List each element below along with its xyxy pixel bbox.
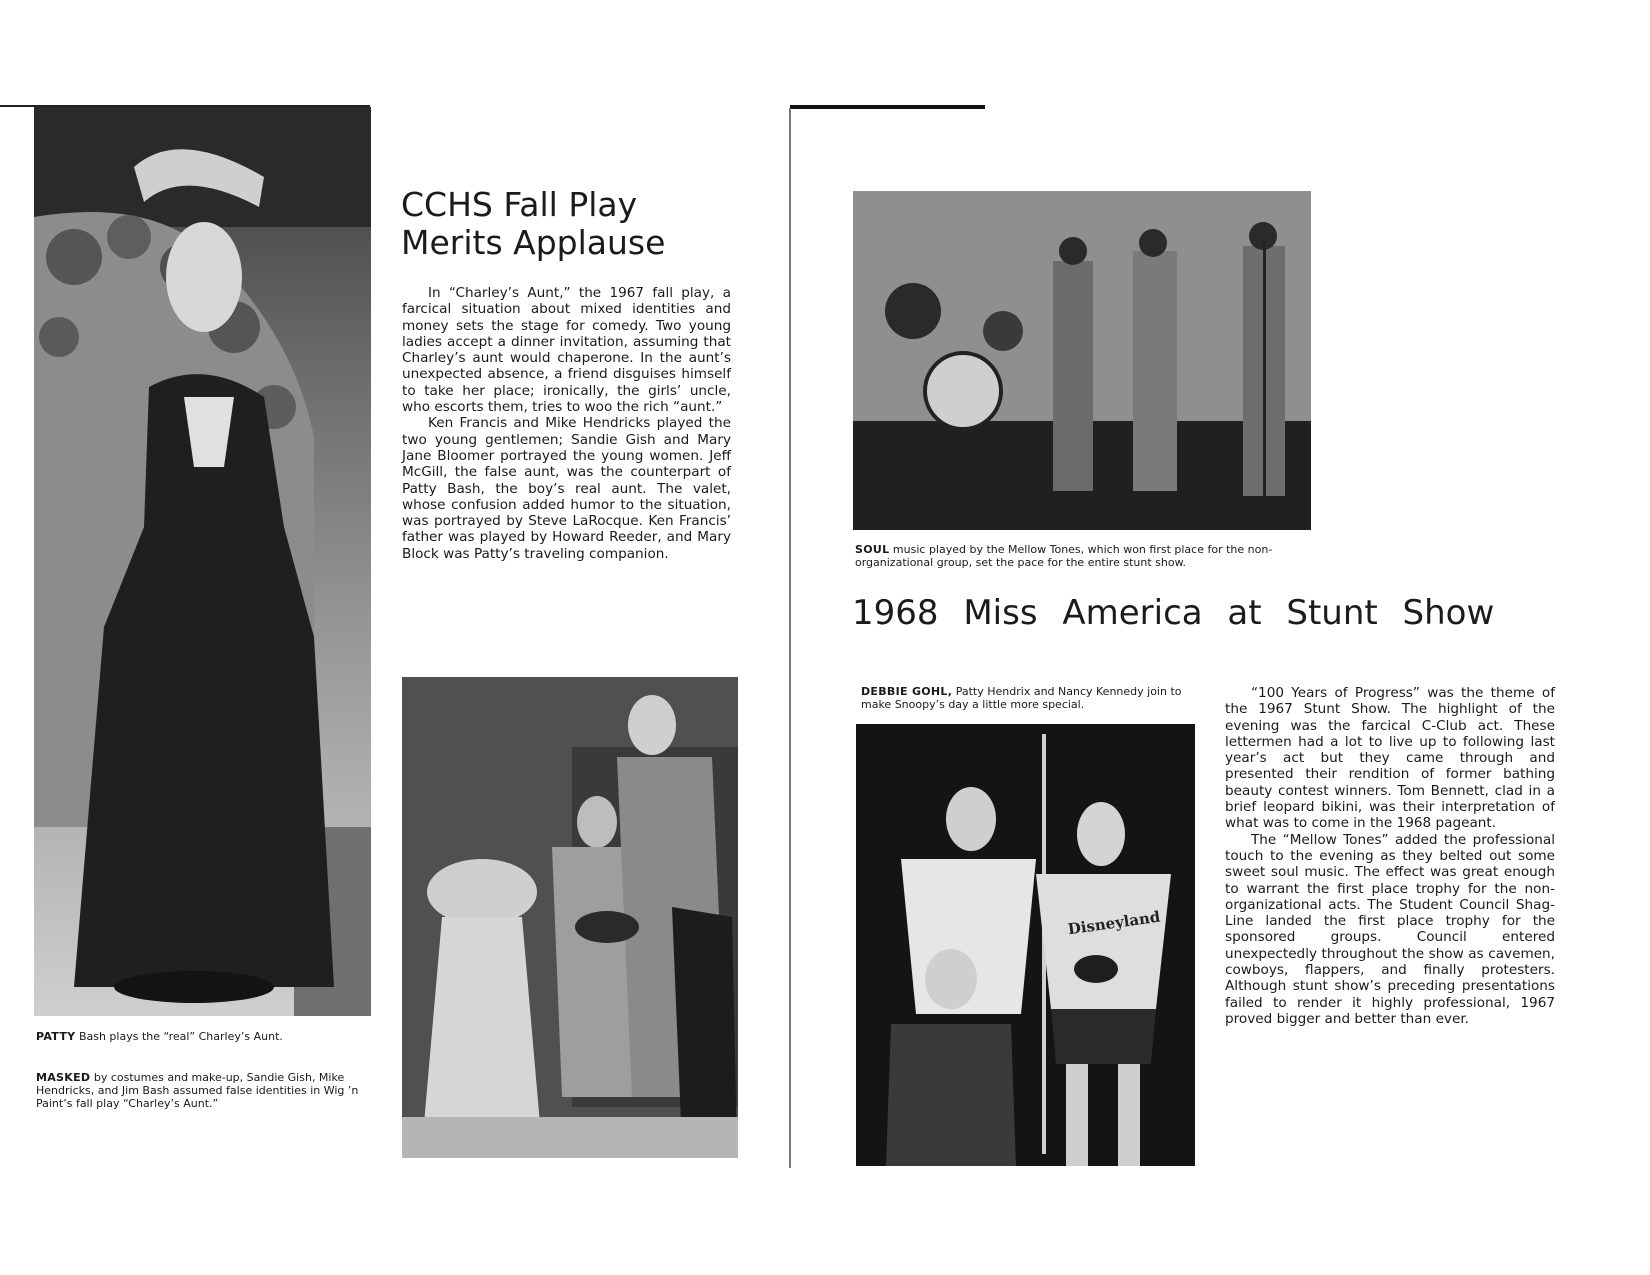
caption-patty <box>36 1030 366 1043</box>
caption-debbie-text: Patty Hendrix and Nancy Kennedy join to make Snoopy’s day a little more special. <box>861 685 1182 711</box>
article-stunt-show-paragraph-2: The “Mellow Tones” added the professional touch to the evening as they belted out some sweet soul music. The effect was great enough to warrant the first place trophy for the non-organizational acts. The Student Council Shag-Line landed the first place trophy for the sponsored groups. Council entered unexpectedly throughout the show as cavemen, cowboys, flappers, and finally protesters. Although stunt show’s preceding presentations failed to render it highly professional, 1967 proved bigger and better than ever. <box>1225 831 1555 1027</box>
photo-patty-charleys-aunt <box>34 107 371 1016</box>
caption-soul <box>855 543 1315 569</box>
caption-masked-lead: MASKED <box>36 1071 91 1084</box>
caption-patty-lead: PATTY <box>36 1030 76 1043</box>
top-edge-line-right <box>790 105 985 109</box>
caption-soul-text: music played by the Mellow Tones, which won first place for the non-organizational group, set the pace for the entire stunt show. <box>855 543 1273 569</box>
article-fall-play-paragraph-2: Ken Francis and Mike Hendricks played the two young gentlemen; Sandie Gish and Mary Jane Bloomer portrayed the young women. Jeff McGill, the false aunt, was the counterpart of Patty Bash, the boy’s real aunt. The valet, whose confusion added humor to the situation, was portrayed by Steve LaRocque. Ken Francis’ father was played by Howard Reeder, and Mary Block was Patty’s traveling companion. <box>402 415 731 562</box>
caption-patty-text: Bash plays the “real” Charley’s Aunt. <box>78 1030 283 1043</box>
photo-snoopy-day <box>856 724 1195 1166</box>
caption-masked <box>36 1071 366 1110</box>
photo-mellow-tones <box>853 191 1311 530</box>
caption-soul-lead: SOUL <box>855 543 890 556</box>
headline-fall-play-line-2: Merits Applause <box>401 222 666 262</box>
article-fall-play <box>402 285 731 562</box>
caption-debbie-lead: DEBBIE GOHL, <box>861 685 953 698</box>
headline-fall-play <box>401 186 741 262</box>
headline-fall-play-line-1: CCHS Fall Play <box>401 185 638 224</box>
photo-masked-cast <box>402 677 738 1158</box>
article-stunt-show <box>1225 685 1555 1027</box>
article-fall-play-paragraph-1: In “Charley’s Aunt,” the 1967 fall play, a farcical situation about mixed identities and money sets the stage for comedy. Two young ladies accept a dinner invitation, assuming that Charley’s aunt would chaperone. In the aunt’s unexpected absence, a friend disguises himself to take her place; ironically, the girls’ uncle, who escorts them, tries to woo the rich “aunt.” <box>402 285 731 416</box>
caption-debbie <box>861 685 1201 711</box>
disneyland-sweatshirt-text: Disneyland <box>1066 907 1162 939</box>
page-gutter <box>789 108 791 1168</box>
article-stunt-show-paragraph-1: “100 Years of Progress” was the theme of the 1967 Stunt Show. The highlight of the evening was the farcical C-Club act. These lettermen had a lot to live up to following last year’s act but they came through and presented their rendition of former bathing beauty contest winners. Tom Bennett, clad in a brief leopard bikini, was their interpretation of what was to come in the 1968 pageant. <box>1225 685 1555 832</box>
caption-masked-text: by costumes and make-up, Sandie Gish, Mike Hendricks, and Jim Bash assumed false identities in Wig ’n Paint’s fall play “Charley’s Aunt.” <box>36 1071 359 1110</box>
headline-stunt-show: 1968 Miss America at Stunt Show <box>852 593 1495 633</box>
